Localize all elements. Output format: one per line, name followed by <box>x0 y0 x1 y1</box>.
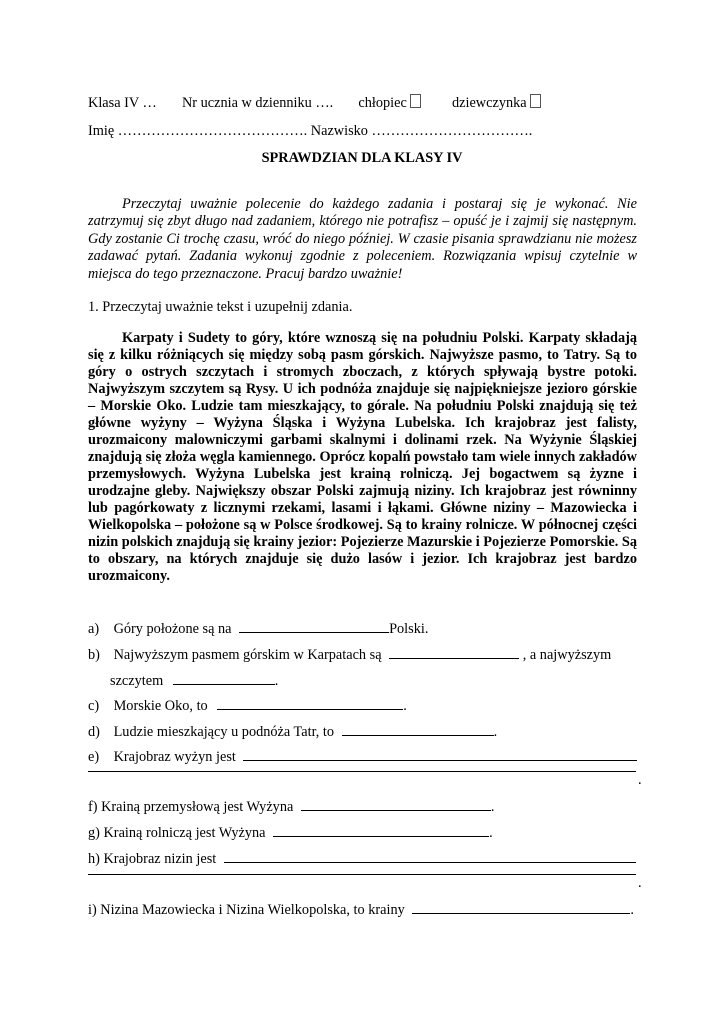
question-a-after: Polski. <box>389 621 429 637</box>
girl-checkbox[interactable] <box>530 94 541 108</box>
header-row <box>88 94 541 112</box>
answer-h-line2[interactable] <box>88 874 636 875</box>
question-f <box>88 798 494 816</box>
instructions: Przeczytaj uważnie polecenie do każdego zadania i postaraj się je wykonać. Nie zatrzymuj się zbyt długo nad zadaniem, którego nie potrafisz – opuść je i zajmij się następnym. Gdy zostanie Ci trochę czasu, wróć do niego później. W czasie pisania sprawdzianu nie możesz zadawać pytań. Zadania wykonuj zgodnie z poleceniem. Rozwiązania wpisuj czytelnie w miejsca do tego przeznaczone. Pracuj bardzo uważnie! <box>88 196 637 282</box>
answer-a-line[interactable] <box>239 620 389 633</box>
period: . <box>638 772 642 788</box>
question-c <box>88 697 407 715</box>
question-b-after: , a najwyższym <box>522 647 612 663</box>
boy-checkbox[interactable] <box>410 94 421 108</box>
question-a <box>88 620 428 638</box>
question-g <box>88 824 493 842</box>
answer-i-line[interactable] <box>412 901 630 914</box>
girl-label: dziewczynka <box>452 95 527 111</box>
question-c-label: c) <box>88 698 100 714</box>
question-g-text: g) Krainą rolniczą jest Wyżyna <box>88 825 266 841</box>
period: . <box>274 673 279 689</box>
question-d <box>88 723 497 741</box>
task-1-heading: 1. Przeczytaj uważnie tekst i uzupełnij zdania. <box>88 299 353 315</box>
question-a-text: Góry położone są na <box>113 621 232 637</box>
question-b-label: b) <box>88 647 100 663</box>
question-d-text: Ludzie mieszkający u podnóża Tatr, to <box>113 724 335 740</box>
period: . <box>638 875 642 891</box>
question-c-text: Morskie Oko, to <box>113 698 208 714</box>
period: . <box>403 698 407 714</box>
answer-e-line2[interactable] <box>88 771 636 772</box>
reading-text: Karpaty i Sudety to góry, które wznoszą się na południu Polski. Karpaty składają się z kilku różniących się między sobą pasm górskich. Najwyższe pasmo, to Tatry. Są to góry o ostrych szczytach i stromych zboczach, z których spływają bystre potoki. Najwyższym szczytem są Rysy. U ich podnóża znajduje się najpiękniejsze jezioro górskie – Morskie Oko. Ludzie tam mieszkający, to górale. Na południu Polski znajdują się też główne wyżyny – Wyżyna Śląska i Wyżyna Lubelska. Ich krajobraz jest falisty, urozmaicony malowniczymi garbami skalnymi i dolinami rzek. Na Wyżynie Śląskiej znajdują się złoża węgla kamiennego. Oprócz kopalń powstało tam wiele innych zakładów przemysłowych. Wyżyna Lubelska jest krainą rolniczą. Jej bogactwem są żyzne i urodzajne gleby. Największy obszar Polski zajmują niziny. Ich krajobraz jest równinny lub pagórkowaty z licznymi rzekami, lasami i łąkami. Główne niziny – Mazowiecka i Wielkopolska – położone są w Polsce środkowej. Są to krainy rolnicze. W północnej części nizin polskich znajdują się krainy jezior: Pojezierze Mazurskie i Pojezierze Pomorskie. Są to obszary, na których znajduje się dużo lasów i jezior. Ich krajobraz jest bardzo urozmaicony. <box>88 330 637 584</box>
question-f-text: f) Krainą przemysłową jest Wyżyna <box>88 799 294 815</box>
answer-g-line[interactable] <box>273 824 489 837</box>
journal-label: Nr ucznia w dzienniku …. <box>181 95 334 111</box>
question-h-text: h) Krajobraz nizin jest <box>88 851 217 867</box>
period: . <box>490 799 495 815</box>
question-e-text: Krajobraz wyżyn jest <box>113 749 236 765</box>
period: . <box>489 825 493 841</box>
question-i <box>88 901 634 919</box>
answer-e-line[interactable] <box>243 748 637 761</box>
page-title: SPRAWDZIAN DLA KLASY IV <box>261 150 463 166</box>
question-d-label: d) <box>88 724 100 740</box>
answer-f-line[interactable] <box>301 798 491 811</box>
period: . <box>630 902 634 918</box>
answer-b2-line[interactable] <box>173 672 275 685</box>
answer-h-line[interactable] <box>224 850 636 863</box>
answer-d-line[interactable] <box>342 723 494 736</box>
question-h <box>88 850 636 868</box>
question-e <box>88 748 637 766</box>
boy-label: chłopiec <box>358 95 407 111</box>
class-label: Klasa IV … <box>88 95 157 111</box>
question-a-label: a) <box>88 621 100 637</box>
question-b <box>88 646 611 664</box>
question-b-text: Najwyższym pasmem górskim w Karpatach są <box>113 647 382 663</box>
question-e-label: e) <box>88 749 100 765</box>
question-b-line2-text: szczytem <box>110 673 164 689</box>
period: . <box>493 724 498 740</box>
name-line: Imię …………………………………. Nazwisko ……………………………. <box>88 123 533 139</box>
answer-b-line[interactable] <box>389 646 519 659</box>
question-b-line2 <box>110 672 278 690</box>
question-i-text: i) Nizina Mazowiecka i Nizina Wielkopolska, to krainy <box>88 902 405 918</box>
answer-c-line[interactable] <box>217 697 403 710</box>
